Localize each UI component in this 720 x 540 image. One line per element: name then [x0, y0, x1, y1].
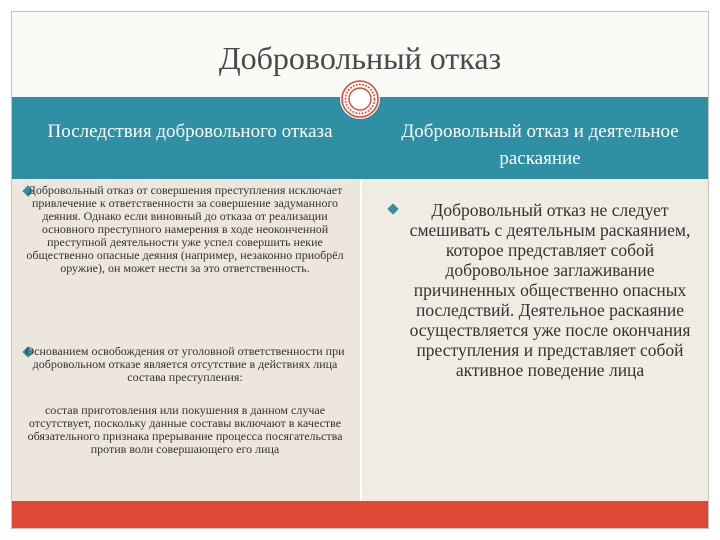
- bottom-accent-bar: [12, 501, 708, 528]
- left-bullet-2-text: Основанием освобождения от уголовной ответственности при добровольном отказе является отсутствие в действиях лица состава преступления:: [25, 344, 345, 384]
- circle-ornament-icon: [339, 78, 381, 120]
- right-column-header: Добровольный отказ и деятельное раскаяние: [401, 121, 679, 169]
- left-bullet-1-text: Добровольный отказ от совершения преступления исключает привлечение к ответственности за совершение задуманного деяния. Однако если виновный до отказа от реализации основного преступного намерения в ходе неоконченной преступной деятельности уже успел совершить некие общественно опасные деяния (например, незаконно приобрёл оружие), он может нести за это ответственность.: [26, 183, 344, 275]
- column-divider: [360, 179, 362, 501]
- right-bullet-1-text: Добровольный отказ не следует смешивать с деятельным раскаянием, которое представляет собой добровольное заглаживание причиненных общественно опасных последствий. Деятельное раскаяние осуществляется уже после окончания преступления и представляет собой активное поведение лица: [409, 200, 691, 380]
- left-bullet-2-continuation: состав приготовления или покушения в данном случае отсутствует, поскольку данные составы включают в качестве обязательного признака прерывание процесса посягательства против воли совершающего его лица: [27, 403, 343, 456]
- slide-title: Добровольный отказ: [218, 40, 502, 76]
- left-column-header: Последствия добровольного отказа: [47, 121, 333, 142]
